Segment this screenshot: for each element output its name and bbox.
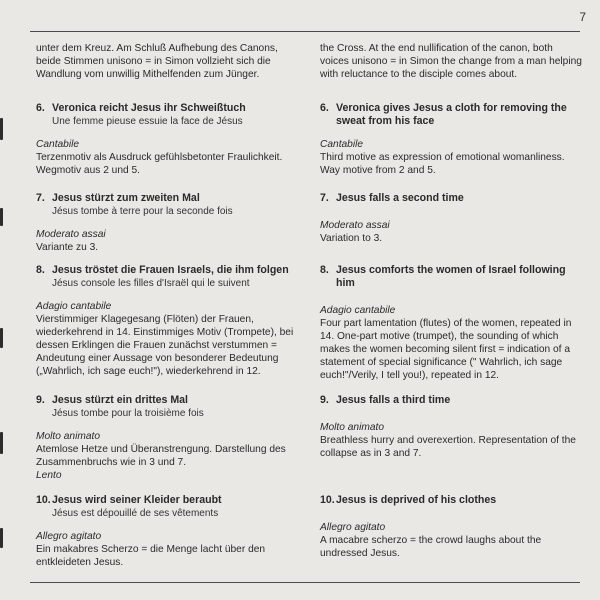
binding-mark [0,208,3,226]
section-number: 6. [320,102,329,114]
section-title: Jesus falls a second time [336,192,464,204]
english-section-10 [320,494,582,560]
section-heading [320,102,582,128]
german-section-10 [36,494,298,569]
section-number: 6. [36,102,45,114]
tempo-marking: Molto animato [320,422,384,433]
section-title: Jesus stürzt ein drittes Mal [52,394,188,406]
section-number: 8. [320,264,329,276]
tempo-marking: Allegro agitato [36,531,102,542]
section-description: Third motive as expression of emotional womanliness. Way motive from 2 and 5. [320,152,565,176]
section-title: Jesus comforts the women of Israel following him [336,264,566,289]
tempo-marking: Moderato assai [320,220,390,231]
english-section-6 [320,102,582,177]
tempo-marking: Adagio cantabile [320,305,396,316]
section-subtitle-fr: Jésus tombe à terre pour la seconde fois [52,206,233,217]
section-heading [36,264,298,277]
section-heading [36,192,298,205]
section-title: Veronica gives Jesus a cloth for removing the sweat from his face [336,102,567,127]
binding-mark [0,528,3,548]
section-heading [320,394,582,407]
section-description: Variante zu 3. [36,242,99,253]
section-number: 8. [36,264,45,276]
german-section-8 [36,264,298,378]
section-description: A macabre scherzo = the crowd laughs about the undressed Jesus. [320,535,542,559]
tempo-marking: Moderato assai [36,229,106,240]
german-section-9 [36,394,298,482]
german-intro: unter dem Kreuz. Am Schluß Aufhebung des Canons, beide Stimmen unisono = in Simon vollzieht sich die Wandlung vom unwillig Mithelfenden zum Jünger. [36,43,278,80]
tempo-marking: Cantabile [320,139,364,150]
tempo-marking: Molto animato [36,431,100,442]
german-column [36,42,298,568]
section-subtitle-fr: Une femme pieuse essuie la face de Jésus [52,116,243,127]
english-section-7 [320,192,582,245]
section-title: Jesus is deprived of his clothes [336,494,497,506]
page-number: 7 [579,10,586,24]
binding-mark [0,432,3,454]
top-rule [30,31,580,32]
section-description: Ein makabres Scherzo = die Menge lacht über den entkleideten Jesus. [36,544,266,568]
section-title: Jesus tröstet die Frauen Israels, die ihm folgen [52,264,289,276]
binding-mark [0,118,3,140]
section-number: 9. [320,394,329,406]
section-title: Veronica reicht Jesus ihr Schweißtuch [52,102,246,114]
section-description: Variation to 3. [320,233,383,244]
section-description: Four part lamentation (flutes) of the women, repeated in 14. One-part motive (trumpet), the sounding of which makes the women becoming silent first = indication of a statement of special significance (" Wahrlich, ich sage euch!"/Verily, I tell you!), repeated in 12. [320,318,572,381]
tempo-marking: Allegro agitato [320,522,386,533]
section-heading [320,192,582,205]
section-heading [320,494,582,507]
german-section-6 [36,102,298,177]
section-description: Terzenmotiv als Ausdruck gefühlsbetonter Fraulichkeit. Wegmotiv aus 2 und 5. [36,152,283,176]
section-description: Atemlose Hetze und Überanstrengung. Darstellung des Zusammenbruchs wie in 3 und 7. [36,444,286,468]
english-section-8 [320,264,582,382]
english-section-9 [320,394,582,460]
section-heading [36,494,298,507]
section-title: Jesus stürzt zum zweiten Mal [52,192,200,204]
section-subtitle-fr: Jésus tombe pour la troisième fois [52,408,204,419]
binding-mark [0,328,3,348]
english-column [320,42,582,559]
section-heading [36,394,298,407]
section-number: 9. [36,394,45,406]
section-number: 7. [36,192,45,204]
section-title: Jesus wird seiner Kleider beraubt [52,494,222,506]
section-title: Jesus falls a third time [336,394,451,406]
english-intro: the Cross. At the end nullification of the canon, both voices unisono = in Simon the change from a man helping with reluctance to the disciple comes about. [320,43,582,80]
section-subtitle-fr: Jésus est dépouillé de ses vêtements [52,508,219,519]
section-description: Vierstimmiger Klagegesang (Flöten) der Frauen, wiederkehrend in 14. Einstimmiges Motiv (Trompete), bei dessen Erklingen die Frauen zunächst verstummen = Andeutung einer Aussage von besonderer Bedeutung („Wahrlich, ich sage euch!"), wiederkehrend in 12. [36,314,294,377]
tempo-marking: Adagio cantabile [36,301,112,312]
tempo-marking-lento: Lento [36,470,62,481]
section-subtitle-fr: Jésus console les filles d'Israël qui le suivent [52,278,250,289]
german-section-7 [36,192,298,254]
section-number: 10. [320,494,335,506]
section-heading [36,102,298,115]
section-number: 10. [36,494,51,506]
tempo-marking: Cantabile [36,139,80,150]
section-heading [320,264,582,290]
section-description: Breathless hurry and overexertion. Representation of the collapse as in 3 and 7. [320,435,576,459]
section-number: 7. [320,192,329,204]
bottom-rule [30,582,580,583]
